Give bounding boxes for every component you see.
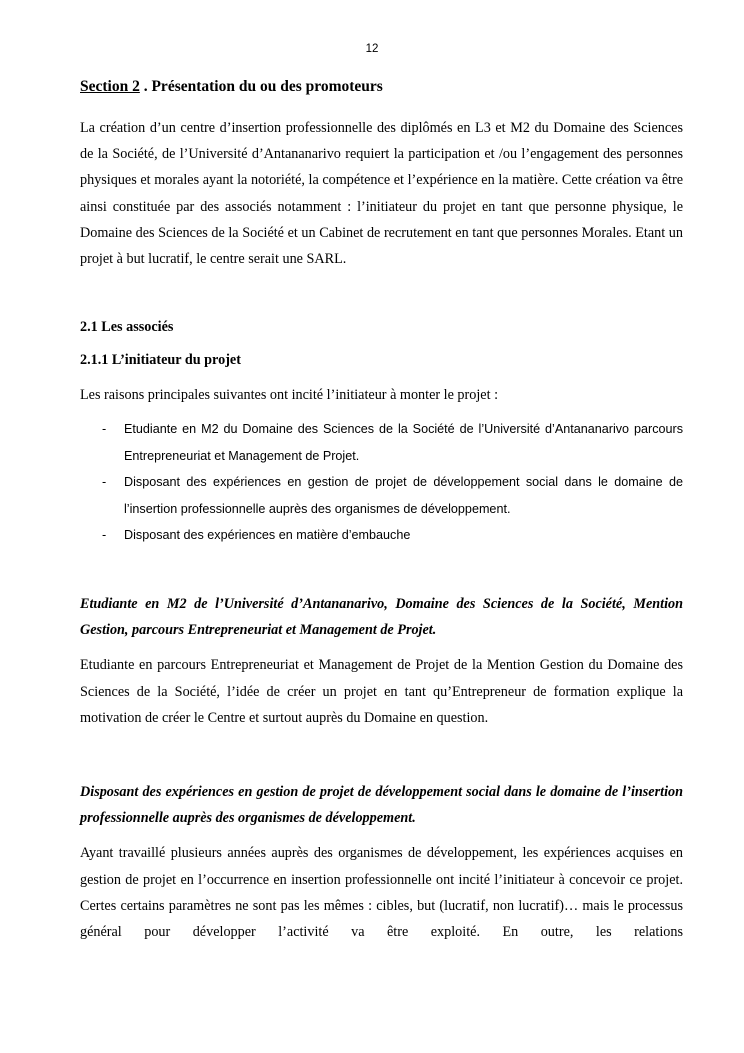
section-label: Section 2 [80, 78, 140, 95]
block2-heading: Disposant des expériences en gestion de projet de développement social dans le domaine de l’insertion professionnelle auprès des organismes de développement. [80, 783, 683, 827]
page-content [80, 76, 683, 945]
intro-paragraph: La création d’un centre d’insertion professionnelle des diplômés en L3 et M2 du Domaine des Sciences de la Société, de l’Université d’Antananarivo requiert la participation et /ou l’engagement des personnes physiques et morales ayant la notoriété, la compétence et l’expérience en la matière. Cette création va être ainsi constituée par des associés notamment : l’initiateur du projet en tant que personne physique, le Domaine des Sciences de la Société et un Cabinet de recrutement en tant que personnes Morales. Etant un projet à but lucratif, le centre serait une SARL. [80, 120, 683, 268]
reasons-list [80, 416, 683, 549]
section-title [80, 76, 683, 98]
subsection-heading: 2.1 Les associés [80, 319, 174, 336]
list-item-text: Disposant des expériences en matière d’embauche [124, 528, 411, 543]
lead-paragraph: Les raisons principales suivantes ont incité l’initiateur à monter le projet : [80, 387, 499, 404]
block1-heading: Etudiante en M2 de l’Université d’Antananarivo, Domaine des Sciences de la Société, Mention Gestion, parcours Entrepreneuriat et Management de Projet. [80, 595, 683, 639]
dash-bullet-icon: - [102, 475, 107, 490]
subsubsection-heading: 2.1.1 L’initiateur du projet [80, 352, 241, 369]
block1-paragraph: Etudiante en parcours Entrepreneuriat et Management de Projet de la Mention Gestion du Domaine des Sciences de la Société, l’idée de créer un projet en tant qu’Entrepreneur de formation explique la motivation de créer le Centre et surtout auprès du Domaine en question. [80, 657, 683, 726]
dash-bullet-icon: - [102, 422, 107, 437]
section-title-text: . Présentation du ou des promoteurs [139, 78, 383, 95]
list-item [80, 469, 683, 522]
dash-bullet-icon: - [102, 528, 107, 543]
block2-paragraph: Ayant travaillé plusieurs années auprès des organismes de développement, les expériences acquises en gestion de projet en l’occurrence en insertion professionnelle ont incité l’initiateur à concevoir ce projet. Certes certains paramètres ne sont pas les mêmes : cibles, but (lucratif, non lucratif)… mais le processus général pour développer l’activité va être exploité. En outre, les relations [80, 845, 683, 940]
list-item [80, 522, 683, 549]
list-item-text: Etudiante en M2 du Domaine des Sciences de la Société de l’Université d’Antananarivo parcours Entrepreneuriat et Management de Projet. [124, 422, 683, 463]
page-number: 12 [365, 43, 379, 55]
list-item-text: Disposant des expériences en gestion de projet de développement social dans le domaine de l’insertion professionnelle auprès des organismes de développement. [124, 475, 683, 516]
list-item [80, 416, 683, 469]
